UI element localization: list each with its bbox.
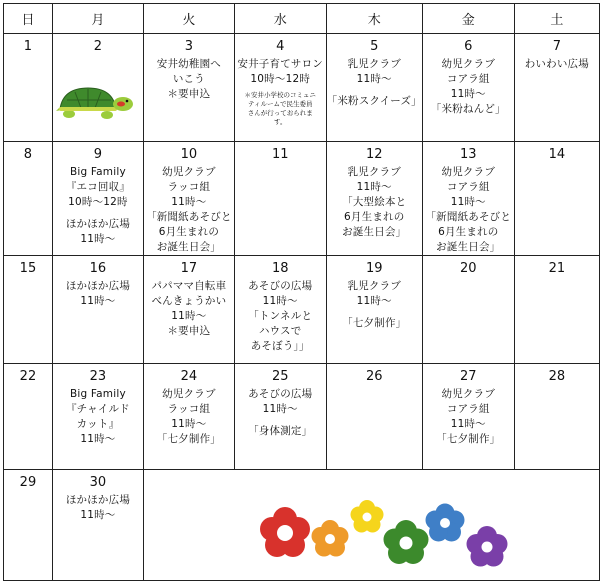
weekday-thu: 木: [326, 4, 422, 34]
flower-blue: [426, 504, 465, 542]
flowers-illustration: [240, 495, 520, 577]
event-line: 11時～: [80, 433, 116, 445]
day-number: 5: [370, 39, 379, 54]
event-line: コアラ組: [446, 403, 490, 415]
event-line: 幼児クラブ: [441, 58, 496, 70]
flower-red: [260, 507, 310, 557]
day-number: 19: [365, 261, 383, 276]
event-line: コアラ組: [446, 181, 490, 193]
event-line: 11時～: [262, 295, 298, 307]
day-number: 26: [365, 369, 383, 384]
event-line: Big Family: [69, 388, 126, 400]
day-cell: [234, 34, 326, 142]
day-cell: [143, 364, 234, 470]
event-line: 11時～: [450, 418, 486, 430]
weekday-sun: 日: [4, 4, 53, 34]
day-cell: [422, 142, 514, 256]
event-line: 11時～: [356, 73, 392, 85]
event-line: あそぼう」」: [250, 340, 310, 352]
event-line: Big Family: [69, 166, 126, 178]
day-cell: [234, 364, 326, 470]
event-line: 11時～: [450, 196, 486, 208]
day-number: 25: [271, 369, 289, 384]
event-line: 11時～: [171, 418, 207, 430]
flower-yellow: [351, 500, 384, 533]
event-text: [327, 57, 422, 109]
event-line: お誕生日会」: [436, 241, 501, 253]
note-line: ティルームで民生委員: [247, 100, 313, 108]
event-line: 11時～: [356, 295, 392, 307]
day-cell: [52, 256, 143, 364]
day-cell: [422, 34, 514, 142]
day-number: 7: [552, 39, 561, 54]
note-line: さんが行っておられま: [247, 109, 313, 117]
turtle-shell-rim: [59, 107, 117, 111]
event-line: 乳児クラブ: [347, 58, 401, 70]
event-line: 「米粉スクイーズ」: [326, 95, 422, 107]
day-cell: [4, 142, 53, 256]
event-line: ほかほか広場: [65, 280, 131, 292]
day-number: 12: [365, 147, 383, 162]
event-text: [53, 165, 143, 247]
event-line: 「トンネルと: [248, 310, 313, 322]
note-line: ＊安井小学校のコミュニ: [244, 91, 316, 99]
event-line: 「大型絵本と: [342, 196, 407, 208]
event-line: コアラ組: [446, 73, 490, 85]
flower-purple: [467, 526, 508, 567]
weekday-tue: 火: [143, 4, 234, 34]
event-line: ラッコ組: [167, 403, 211, 415]
event-line: 乳児クラブ: [347, 166, 401, 178]
turtle-foot-front: [101, 111, 113, 119]
event-line: 11時～: [171, 310, 207, 322]
event-line: わいわい広場: [524, 58, 589, 70]
event-line: 乳児クラブ: [347, 280, 401, 292]
event-text: [144, 387, 234, 447]
event-line: 幼児クラブ: [441, 166, 496, 178]
day-number: 23: [89, 369, 107, 384]
event-text: [423, 165, 514, 255]
event-text: [144, 165, 234, 255]
event-line: ラッコ組: [167, 181, 211, 193]
day-cell: [234, 256, 326, 364]
event-line: 「七夕制作」: [342, 317, 407, 329]
event-line: 幼児クラブ: [162, 388, 216, 400]
day-cell: [422, 364, 514, 470]
day-number: 29: [19, 475, 37, 490]
event-text: [144, 57, 234, 102]
flower-green: [384, 520, 429, 564]
event-text: [53, 387, 143, 447]
event-text: [53, 279, 143, 309]
note-line: す。: [273, 118, 287, 126]
event-line: あそびの広場: [248, 280, 313, 292]
event-line: パパママ自転車: [151, 280, 227, 292]
event-line: 11時～: [80, 295, 116, 307]
event-line: 11時～: [450, 88, 486, 100]
day-cell: [514, 34, 599, 142]
day-cell: [4, 34, 53, 142]
event-line: いこう: [172, 73, 205, 85]
weekday-fri: 金: [422, 4, 514, 34]
day-cell: [326, 256, 422, 364]
event-line: 幼児クラブ: [162, 166, 216, 178]
turtle-ear-mark: [117, 102, 125, 107]
day-cell: [4, 470, 53, 581]
event-line: カット』: [76, 418, 120, 430]
weekday-wed: 水: [234, 4, 326, 34]
event-line: 安井子育てサロン: [237, 58, 324, 70]
event-line: お誕生日会」: [342, 226, 407, 238]
turtle-icon: [55, 84, 135, 122]
event-text: [327, 279, 422, 331]
day-cell: [514, 364, 599, 470]
day-cell: [52, 142, 143, 256]
day-number: 9: [93, 147, 103, 162]
event-line: ＊要申込: [167, 88, 211, 100]
event-line: ＊要申込: [167, 325, 211, 337]
day-number: 18: [271, 261, 289, 276]
turtle-foot-back: [63, 110, 75, 118]
day-number: 20: [460, 261, 477, 276]
event-line: 『チャイルド: [65, 403, 130, 415]
day-number: 1: [23, 39, 33, 54]
event-line: 「七夕制作」: [156, 433, 221, 445]
day-number: 22: [19, 369, 37, 384]
day-number: 16: [89, 261, 107, 276]
day-number: 21: [548, 261, 566, 276]
day-cell: [4, 256, 53, 364]
day-cell: [143, 34, 234, 142]
day-cell: [326, 142, 422, 256]
day-cell: [52, 470, 143, 581]
day-cell: [514, 256, 599, 364]
event-line: 10時～12時: [68, 196, 128, 208]
event-line: 6月生まれの: [438, 226, 499, 238]
day-cell: [4, 364, 53, 470]
day-cell: [52, 364, 143, 470]
day-number: 24: [180, 369, 198, 384]
event-line: 『エコ回収』: [65, 181, 131, 193]
day-cell: [326, 364, 422, 470]
event-line: 11時～: [262, 403, 298, 415]
event-line: べんきょうかい: [151, 295, 227, 307]
event-line: お誕生日会」: [156, 241, 221, 253]
day-cell: [422, 256, 514, 364]
event-line: 11時～: [80, 233, 116, 245]
event-line: 「身体測定」: [248, 425, 313, 437]
event-line: 11時～: [171, 196, 207, 208]
day-number: 2: [93, 39, 103, 54]
day-number: 8: [23, 147, 33, 162]
day-number: 30: [89, 475, 107, 490]
event-text: [235, 57, 326, 87]
day-cell: [514, 142, 599, 256]
event-line: ほかほか広場: [65, 218, 131, 230]
day-number: 13: [460, 147, 477, 162]
day-number: 10: [180, 147, 198, 162]
day-cell: [234, 142, 326, 256]
day-cell: [326, 34, 422, 142]
event-line: 11時～: [356, 181, 392, 193]
event-line: あそびの広場: [248, 388, 313, 400]
event-line: 6月生まれの: [344, 211, 405, 223]
event-text: [53, 493, 143, 523]
day-number: 17: [180, 261, 198, 276]
turtle-eye: [126, 100, 129, 103]
event-line: 10時～12時: [250, 73, 311, 85]
event-note: [235, 91, 326, 127]
weekday-header-row: [4, 4, 600, 34]
event-line: ハウスで: [258, 325, 302, 337]
day-number: 6: [464, 39, 473, 54]
week-row: [4, 256, 600, 364]
week-row: [4, 142, 600, 256]
event-line: 11時～: [80, 509, 116, 521]
event-line: 安井幼稚園へ: [156, 58, 221, 70]
day-number: 14: [548, 147, 566, 162]
week-row: [4, 364, 600, 470]
day-number: 27: [460, 369, 477, 384]
day-number: 4: [276, 39, 285, 54]
weekday-mon: 月: [52, 4, 143, 34]
day-number: 28: [548, 369, 566, 384]
event-line: 「新聞紙あそびと: [425, 211, 512, 223]
event-text: [423, 57, 514, 117]
event-text: [327, 165, 422, 240]
event-line: 「米粉ねんど」: [430, 103, 506, 115]
day-cell: [143, 142, 234, 256]
day-number: 15: [19, 261, 37, 276]
event-text: [515, 57, 599, 72]
flower-orange: [312, 520, 349, 557]
day-number: 11: [271, 147, 289, 162]
weekday-sat: 土: [514, 4, 599, 34]
day-number: 3: [184, 39, 194, 54]
day-cell: [143, 256, 234, 364]
event-line: 6月生まれの: [158, 226, 220, 238]
event-line: 幼児クラブ: [441, 388, 496, 400]
event-text: [235, 387, 326, 439]
event-text: [144, 279, 234, 339]
event-line: ほかほか広場: [65, 494, 131, 506]
event-line: 「新聞紙あそびと: [146, 211, 232, 223]
event-text: [423, 387, 514, 447]
event-text: [235, 279, 326, 354]
event-line: 「七夕制作」: [436, 433, 501, 445]
